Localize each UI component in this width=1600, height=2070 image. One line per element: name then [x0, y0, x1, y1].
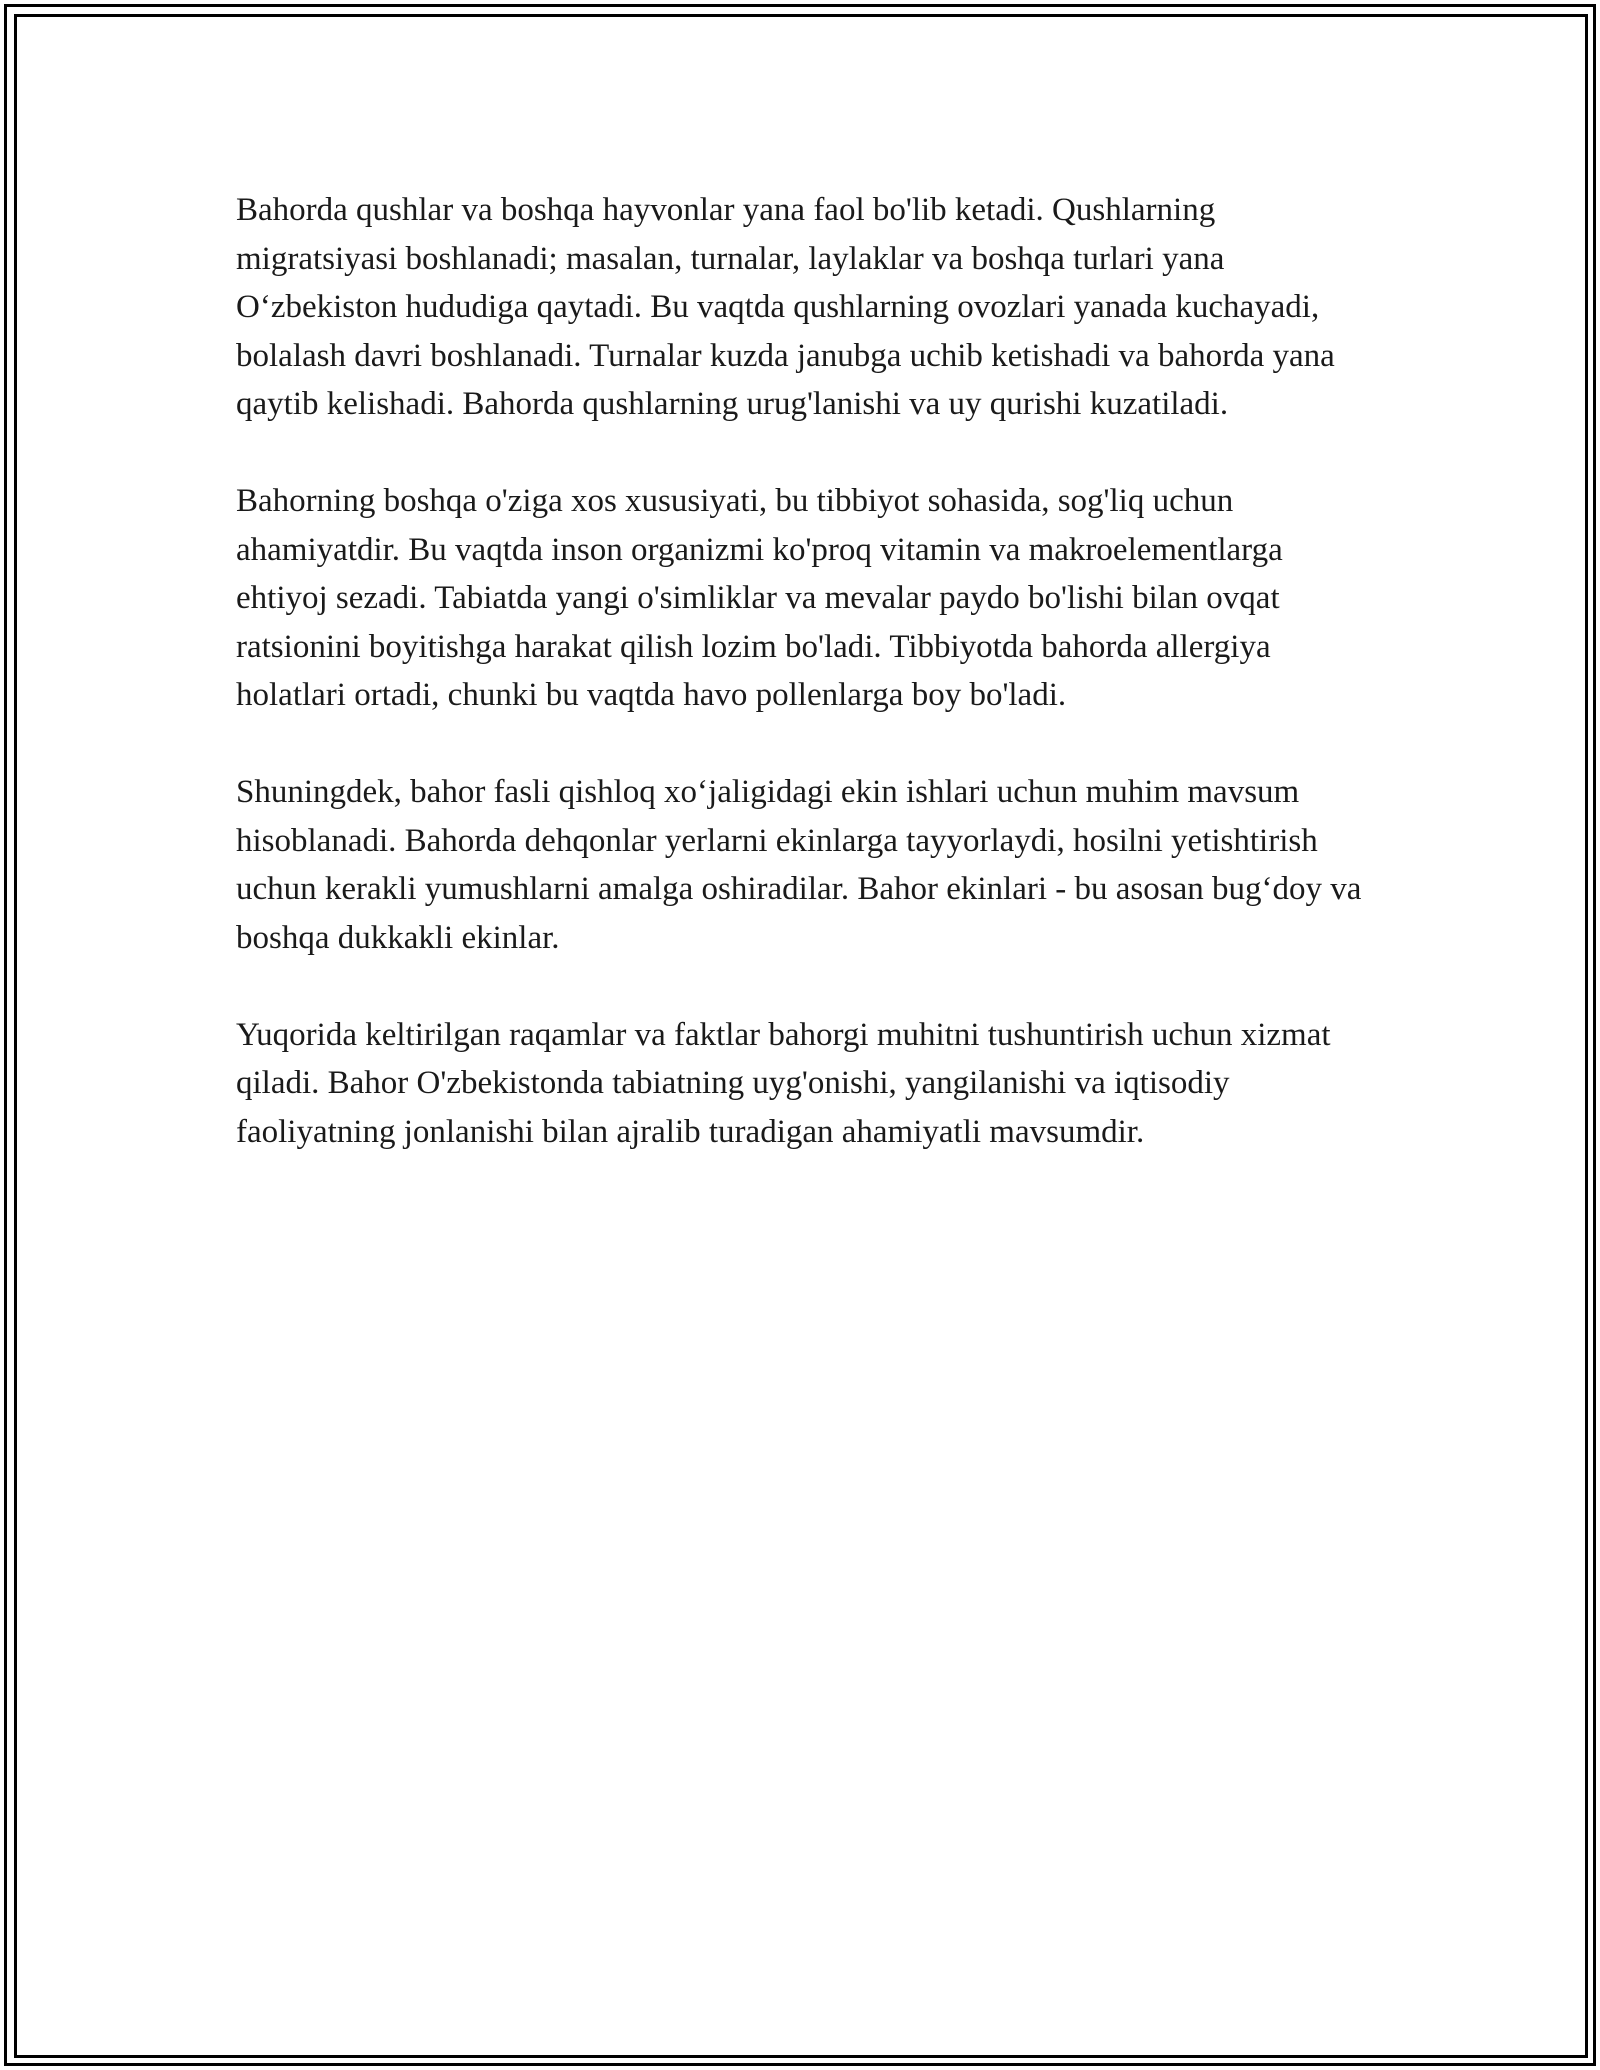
document-body: [236, 186, 1376, 1156]
paragraph-health: Bahorning boshqa o'ziga xos xususiyati, bu tibbiyot sohasida, sog'liq uchun ahamiyatdir. Bu vaqtda inson organizmi ko'proq vitamin va makroelementlarga ehtiyoj sezadi. Tabiatda yangi o'simliklar va mevalar paydo bo'lishi bilan ovqat ratsionini boyitishga harakat qilish lozim bo'ladi. Tibbiyotda bahorda allergiya holatlari ortadi, chunki bu vaqtda havo pollenlarga boy bo'ladi.: [236, 483, 1283, 713]
paragraph-birds: Bahorda qushlar va boshqa hayvonlar yana faol bo'lib ketadi. Qushlarning migratsiyasi boshlanadi; masalan, turnalar, laylaklar va boshqa turlari yana O‘zbekiston hududiga qaytadi. Bu vaqtda qushlarning ovozlari yanada kuchayadi, bolalash davri boshlanadi. Turnalar kuzda janubga uchib ketishadi va bahorda yana qaytib kelishadi. Bahorda qushlarning urug'lanishi va uy qurishi kuzatiladi.: [236, 192, 1335, 422]
paragraph-conclusion: Yuqorida keltirilgan raqamlar va faktlar bahorgi muhitni tushuntirish uchun xizmat qiladi. Bahor O'zbekistonda tabiatning uyg'onishi, yangilanishi va iqtisodiy faoliyatning jonlanishi bilan ajralib turadigan ahamiyatli mavsumdir.: [236, 1016, 1331, 1150]
paragraph-agriculture: Shuningdek, bahor fasli qishloq xo‘jaligidagi ekin ishlari uchun muhim mavsum hisoblanadi. Bahorda dehqonlar yerlarni ekinlarga tayyorlaydi, hosilni yetishtirish uchun kerakli yumushlarni amalga oshiradilar. Bahor ekinlari - bu asosan bug‘doy va boshqa dukkakli ekinlar.: [236, 774, 1362, 956]
